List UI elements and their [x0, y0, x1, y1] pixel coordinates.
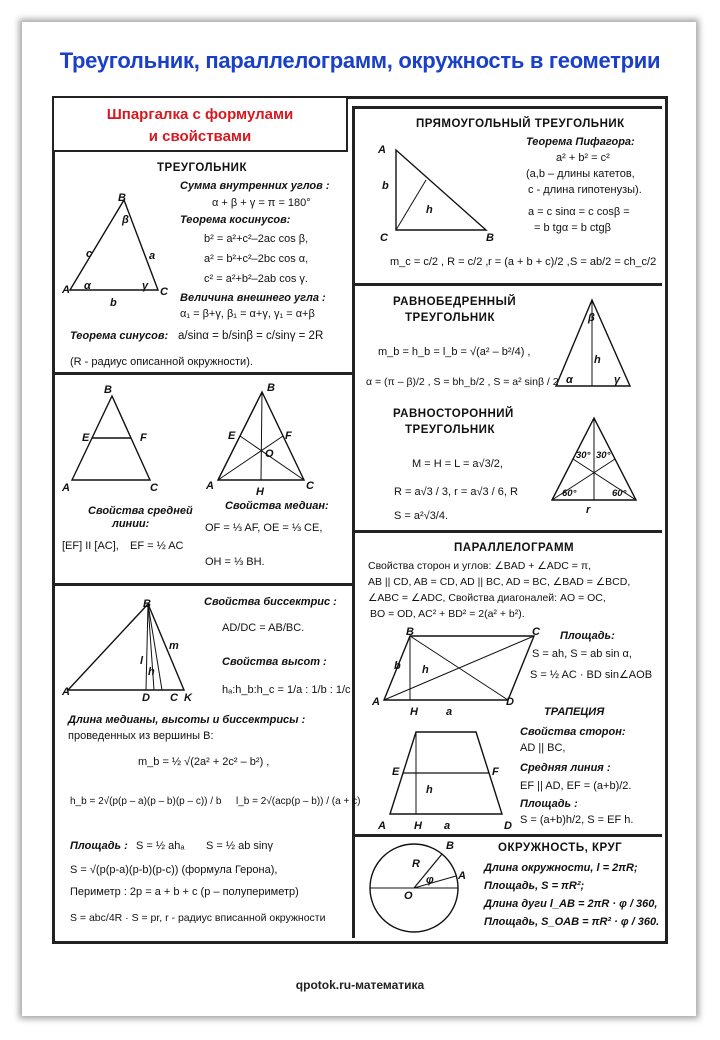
- median-formula: m_b = ½ √(2a² + 2c² – b²) ,: [138, 756, 270, 768]
- area-title: Площадь :: [70, 840, 128, 852]
- heron-formula: S = √(p(p-a)(p-b)(p-c)) (формула Герона),: [70, 864, 278, 876]
- parallelogram-formula-1: Свойства сторон и углов: ∠BAD + ∠ADC = π,: [368, 560, 592, 572]
- trapezoid-formula-3: Средняя линия :: [520, 762, 611, 774]
- bisector-label-D: D: [142, 692, 150, 704]
- ext-formula: α₁ = β+γ, β₁ = α+γ, γ₁ = α+β: [180, 308, 315, 320]
- parallelogram-label-b: b: [394, 660, 401, 672]
- isosceles-label-h: h: [594, 354, 601, 366]
- bisector-label-K: K: [184, 692, 192, 704]
- cos-formula-3: c² = a²+b²–2ab cos γ.: [204, 273, 308, 285]
- right-s: S = ab/2 = ch_c/2: [570, 256, 657, 268]
- parallelogram-formula-4: BO = OD, AC² + BD² = 2(a² + b²).: [370, 608, 525, 620]
- crib-line-1: Шпаргалка с формулами: [106, 106, 294, 123]
- triangle-heading: ТРЕУГОЛЬНИК: [157, 162, 247, 174]
- medians-formula-2: OH = ⅓ BH.: [205, 556, 265, 568]
- isosceles-heading-2: ТРЕУГОЛЬНИК: [405, 312, 495, 324]
- bisector-label-C: C: [170, 692, 178, 704]
- trapezoid-formula-1: Свойства сторон:: [520, 726, 626, 738]
- bisector-formula: AD/DC = AB/BC.: [222, 622, 305, 634]
- medians-title: Свойства медиан:: [225, 500, 329, 512]
- equilateral-label-r: r: [586, 504, 591, 516]
- angles-formula: α + β + γ = π = 180°: [212, 197, 311, 209]
- equilateral-label-60-left: 60°: [562, 488, 577, 499]
- circle-formula-4: Площадь, S_OAB = πR² · φ / 360.: [484, 916, 660, 928]
- equilateral-formula-3: S = a²√3/4.: [394, 510, 449, 522]
- equilateral-figure: [546, 412, 642, 506]
- triangle-label-C: C: [160, 286, 168, 298]
- right-label-A: A: [378, 144, 386, 156]
- midline-formula-1: [EF] II [AC],: [62, 540, 119, 552]
- parallelogram-area-2: S = ½ AC · BD sin∠AOB: [530, 669, 653, 681]
- right-figure: [392, 146, 492, 238]
- area-formula-3: S = abc/4R · S = pr, r - радиус вписанной окружности: [70, 912, 326, 924]
- cos-title: Теорема косинусов:: [180, 214, 291, 226]
- sin-formula: a/sinα = b/sinβ = c/sinγ = 2R: [178, 330, 324, 342]
- midline-label-F: F: [140, 432, 147, 444]
- circle-label-A: A: [458, 870, 466, 882]
- circle-figure: [362, 842, 466, 934]
- angles-title: Сумма внутренних углов :: [180, 180, 330, 192]
- equilateral-heading-1: РАВНОСТОРОННИЙ: [393, 408, 514, 420]
- equilateral-label-60-right: 60°: [612, 488, 627, 499]
- equilateral-formula-1: M = H = L = a√3/2,: [412, 458, 503, 470]
- triangle-label-gamma: γ: [142, 280, 149, 292]
- triangle-label-alpha: α: [84, 280, 91, 292]
- trapezoid-label-D: D: [504, 820, 512, 832]
- right-label-B: B: [486, 232, 494, 244]
- right-label-C: C: [380, 232, 388, 244]
- length-sub: проведенных из вершины В:: [68, 730, 214, 742]
- crib-line-2: и свойствами: [148, 128, 252, 145]
- right-label-b: b: [382, 180, 389, 192]
- triangle-label-A: A: [62, 284, 70, 296]
- midline-label-E: E: [82, 432, 90, 444]
- parallelogram-label-A: A: [372, 696, 380, 708]
- row-divider-right-2: [352, 530, 662, 533]
- parallelogram-label-h: h: [422, 664, 429, 676]
- midline-figure: [62, 390, 162, 490]
- length-title: Длина медианы, высоты и биссектрисы :: [68, 714, 306, 726]
- height-formula: h_b = 2√(p(p – a)(p – b)(p – c)) / b: [70, 796, 222, 807]
- row-divider-right-1: [352, 283, 662, 286]
- circle-formula-2: Площадь, S = πR²;: [484, 880, 585, 892]
- heights-title: Свойства высот :: [222, 656, 327, 668]
- right-mc: m_c = c/2 , R = c/2 ,: [390, 256, 489, 268]
- medians-label-F: F: [285, 430, 292, 442]
- right-label-h: h: [426, 204, 433, 216]
- perimeter-formula: Периметр : 2p = a + b + c (p – полупериметр): [70, 886, 299, 898]
- trapezoid-label-H: H: [414, 820, 422, 832]
- circle-formula-1: Длина окружности, l = 2πR;: [484, 862, 638, 874]
- right-r: r = (a + b + c)/2 ,: [488, 256, 570, 268]
- isosceles-heading-1: РАВНОБЕДРЕННЫЙ: [393, 296, 517, 308]
- cos-formula-2: a² = b²+c²–2bc cos α,: [204, 253, 309, 265]
- ext-title: Величина внешнего угла :: [180, 292, 326, 304]
- trapezoid-figure: [386, 726, 506, 820]
- pyth-formula: a² + b² = c²: [556, 152, 610, 164]
- parallelogram-area-title: Площадь:: [560, 630, 615, 642]
- cos-formula-1: b² = a²+c²–2ac cos β,: [204, 233, 309, 245]
- bisector-label-B: B: [143, 598, 151, 610]
- medians-label-E: E: [228, 430, 236, 442]
- medians-figure: [212, 388, 312, 488]
- row-divider-left-1: [52, 372, 353, 375]
- right-formula-2: = b tgα = b ctgβ: [534, 222, 611, 234]
- medians-label-B: B: [267, 382, 275, 394]
- parallelogram-label-a: a: [446, 706, 453, 718]
- trapezoid-label-h: h: [426, 784, 433, 796]
- bisector-label-A: A: [62, 686, 70, 698]
- pyth-title: Теорема Пифагора:: [526, 136, 635, 148]
- equilateral-formula-2: R = a√3 / 3, r = a√3 / 6, R: [394, 486, 518, 498]
- row-divider-right-0: [352, 106, 662, 109]
- parallelogram-formula-3: ∠ABC = ∠ADC, Свойства диагоналей: AO = OC,: [368, 592, 606, 604]
- trapezoid-label-A: A: [378, 820, 386, 832]
- circle-heading: ОКРУЖНОСТЬ, КРУГ: [498, 842, 623, 854]
- isosceles-label-beta: β: [588, 312, 595, 324]
- parallelogram-heading: ПАРАЛЛЕЛОГРАММ: [454, 542, 575, 554]
- isosceles-figure: [550, 296, 636, 392]
- triangle-figure: [62, 190, 172, 300]
- page-title: Треугольник, параллелограмм, окружность в геометрии: [59, 48, 661, 73]
- sin-title: Теорема синусов:: [70, 330, 169, 342]
- trapezoid-heading: ТРАПЕЦИЯ: [544, 706, 605, 718]
- row-divider-right-3: [352, 834, 662, 837]
- area-formula-2: S = ½ ab sinγ: [206, 840, 273, 852]
- crib-label: [52, 96, 348, 152]
- right-formula-1: a = c sinα = c cosβ =: [528, 206, 630, 218]
- medians-label-C: C: [306, 480, 314, 492]
- trapezoid-label-F: F: [492, 766, 499, 778]
- right-heading: ПРЯМОУГОЛЬНЫЙ ТРЕУГОЛЬНИК: [416, 118, 625, 130]
- parallelogram-label-C: C: [532, 626, 540, 638]
- right-note-2: c - длина гипотенузы).: [528, 184, 642, 196]
- bisector-label-l: l: [140, 655, 144, 667]
- bisector-length-formula: l_b = 2√(acp(p – b)) / (a + c): [236, 796, 361, 807]
- bisector-title: Свойства биссектрис :: [204, 596, 337, 608]
- medians-formula-1: OF = ⅓ AF, OE = ⅓ CE,: [205, 522, 323, 534]
- isosceles-label-gamma: γ: [614, 374, 621, 386]
- triangle-label-beta: β: [122, 214, 129, 226]
- right-note-1: (a,b – длины катетов,: [526, 168, 635, 180]
- triangle-label-c: c: [86, 248, 93, 260]
- isosceles-label-alpha: α: [566, 374, 573, 386]
- parallelogram-label-D: D: [506, 696, 514, 708]
- medians-label-O: O: [265, 448, 274, 460]
- circle-label-phi: φ: [426, 874, 434, 886]
- trapezoid-label-a: a: [444, 820, 451, 832]
- column-divider: [352, 108, 355, 938]
- parallelogram-area-1: S = ah, S = ab sin α,: [532, 648, 632, 660]
- parallelogram-label-H: H: [410, 706, 418, 718]
- midline-label-B: B: [104, 384, 112, 396]
- parallelogram-formula-2: AB || CD, AB = CD, AD || BC, AD = BC, ∠BAD = ∠BCD,: [368, 576, 631, 588]
- midline-label-C: C: [150, 482, 158, 494]
- circle-formula-3: Длина дуги l_AB = 2πR · φ / 360,: [484, 898, 658, 910]
- circle-label-R: R: [412, 858, 420, 870]
- midline-title-2: линии:: [112, 518, 150, 530]
- midline-label-A: A: [62, 482, 70, 494]
- trapezoid-formula-5: Площадь :: [520, 798, 578, 810]
- bisector-label-m: m: [169, 640, 179, 652]
- footer-source: qpotok.ru-математика: [295, 978, 425, 992]
- heights-formula: hₐ:h_b:h_c = 1/a : 1/b : 1/c: [222, 684, 351, 696]
- trapezoid-formula-4: EF || AD, EF = (a+b)/2.: [520, 780, 632, 792]
- isosceles-formula-2: α = (π – β)/2 , S = bh_b/2 , S = a² sinβ / 2: [366, 376, 559, 388]
- area-formula-1: S = ½ ahₐ: [136, 840, 185, 852]
- trapezoid-formula-6: S = (a+b)h/2, S = EF h.: [520, 814, 634, 826]
- triangle-label-B: B: [118, 192, 126, 204]
- trapezoid-formula-2: AD || BC,: [520, 742, 566, 754]
- equilateral-heading-2: ТРЕУГОЛЬНИК: [405, 424, 495, 436]
- medians-label-A: A: [206, 480, 214, 492]
- triangle-label-b: b: [110, 297, 117, 309]
- triangle-label-a: a: [149, 250, 156, 262]
- midline-title-1: Свойства средней: [88, 505, 193, 517]
- bisector-label-h: h: [148, 666, 155, 678]
- trapezoid-label-E: E: [392, 766, 400, 778]
- equilateral-label-30-left: 30°: [576, 450, 591, 461]
- midline-formula-2: EF = ½ AC: [130, 540, 184, 552]
- equilateral-label-30-right: 30°: [596, 450, 611, 461]
- sin-note: (R - радиус описанной окружности).: [70, 356, 253, 368]
- circle-label-B: B: [446, 840, 454, 852]
- parallelogram-figure: [380, 630, 540, 706]
- circle-label-O: O: [404, 890, 413, 902]
- row-divider-left-2: [52, 583, 353, 586]
- parallelogram-label-B: B: [406, 626, 414, 638]
- medians-label-H: H: [256, 486, 264, 498]
- isosceles-formula-1: m_b = h_b = l_b = √(a² – b²/4) ,: [378, 346, 531, 358]
